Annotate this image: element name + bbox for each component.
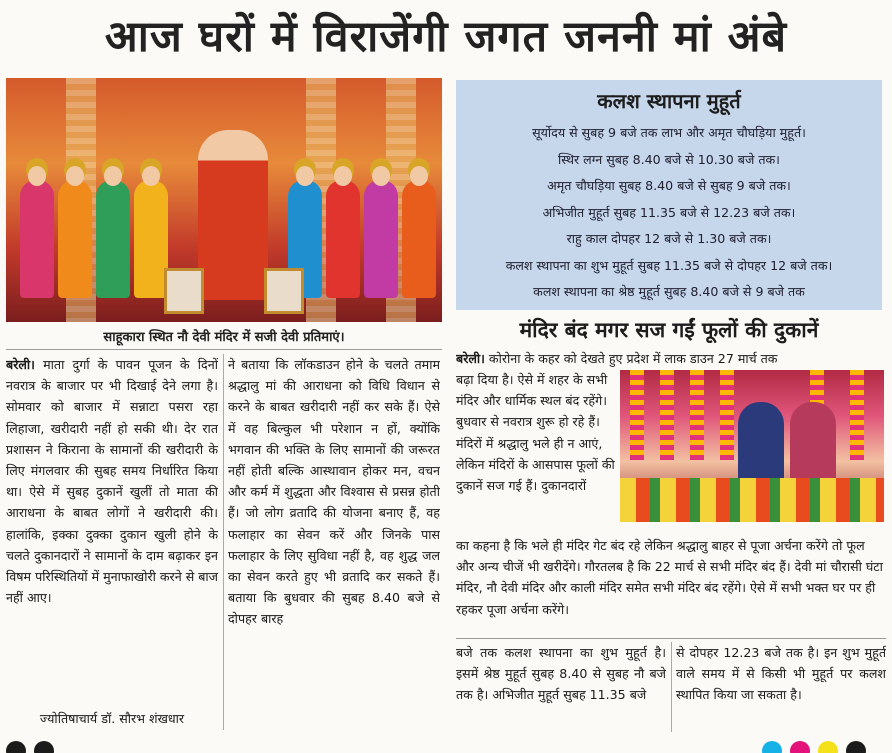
continuation-column-2: से दोपहर 12.23 बजे तक है। इन शुभ मुहूर्त वाले समय में से किसी भी मुहूर्त पर कलश स्थापित किया जा सकता है। [676,645,886,703]
flower-story-intro-text: कोरोना के कहर को देखते हुए प्रदेश में लाक डाउन 27 मार्च तक [484,351,778,366]
flower-story-wide-text: का कहना है कि भले ही मंदिर गेट बंद रहे लेकिन श्रद्धालु बाहर से पूजा अर्चना करेंगे तो फूल और अन्य चीजें भी खरीदेंगे। गौरतलब है कि 22 मार्च से सभी मंदिर बंद हैं। देवी मां चौरासी घंटा मंदिर, नौ देवी मंदिर और काली मंदिर समेत सभी मंदिर बंद रहेंगे। ऐसे में सभी भक्त घर पर ही रहकर पूजा अर्चना करेंगे। [456,538,883,617]
muhurat-title: कलश स्थापना मुहूर्त [597,89,741,113]
muhurat-line: राहु काल दोपहर 12 बजे से 1.30 बजे तक। [566,231,772,246]
continuation-column-1: बजे तक कलश स्थापना का शुभ मुहूर्त है। इसमें श्रेष्ठ मुहूर्त सुबह 8.40 से सुबह नौ बजे तक है। अभिजीत मुहूर्त सुबह 11.35 बजे [456,645,666,703]
column-divider [223,354,224,730]
photo-caption: साहूकारा स्थित नौ देवी मंदिर में सजी देवी प्रतिमाएं। [6,326,442,350]
registration-mark [846,741,866,753]
column-divider [671,642,672,732]
registration-mark [762,741,782,753]
muhurat-list [456,120,882,306]
section-divider [456,638,886,639]
muhurat-line: कलश स्थापना का शुभ मुहूर्त सुबह 11.35 बजे से दोपहर 12 बजे तक। [505,257,833,273]
muhurat-line: स्थिर लग्न सुबह 8.40 बजे से 10.30 बजे तक। [558,151,780,167]
muhurat-line: अभिजीत मुहूर्त सुबह 11.35 बजे से 12.23 बजे तक। [542,204,796,220]
flower-story-intro [456,348,886,370]
flower-story-dateline: बरेली। [456,351,485,366]
main-story-column-2: ने बताया कि लॉकडाउन होने के चलते तमाम श्रद्धालु मां की आराधना को विधि विधान से करने के बाबत खरीदारी नहीं कर सके हैं। ऐसे में वह बिल्कुल भी परेशान न हों, क्योंकि भगवान की भक्ति के लिए सामानों की जरूरत नहीं होती बल्कि आस्थावान होकर मन, वचन और कर्म में शुद्धता और विश्वास से प्रसन्न होती हैं। जो लोग व्रतादि की योजना बनाए हैं, वह फलाहार का सेवन करें और जिनके पास फलाहार के लिए सुविधा नहीं है, वह शुद्ध जल का सेवन करते हुए भी व्रतादि कर सकते हैं। बताया कि बुधवार की सुबह 8.40 बजे से दोपहर बारह [228,357,440,627]
main-story-column-1 [6,354,218,710]
muhurat-line: कलश स्थापना का श्रेष्ठ मुहूर्त सुबह 8.40 बजे से 9 बजे तक [533,284,805,299]
registration-mark [6,741,26,753]
main-story-dateline: बरेली। [6,357,35,372]
muhurat-line: अमृत चौघड़िया सुबह 8.40 बजे से सुबह 9 बजे तक। [547,178,791,193]
registration-mark [818,741,838,753]
flower-shop-photo [620,370,884,522]
temple-idols-photo [6,78,442,322]
kalash-muhurat-box [456,80,882,310]
muhurat-line: सूर्योदय से सुबह 9 बजे तक लाभ और अमृत चौघड़िया मुहूर्त। [532,125,806,140]
main-headline: आज घरों में विराजेंगी जगत जननी मां अंबे [104,12,788,62]
flower-shops-headline: मंदिर बंद मगर सज गईं फूलों की दुकानें [519,318,819,342]
main-story-text-1: माता दुर्गा के पावन पूजन के दिनों नवरात्र के बाजार पर भी दिखाई देने लगा है। सोमवार को बाजार में सन्नाटा पसरा रहा लिहाजा, खरीदारी नहीं हो सकी थी। देर रात प्रशासन ने किराना के सामानों की खरीदारी के लिए मंगलवार की सुबह समय निर्धारित किया था। ऐसे में सुबह दुकानें खुलीं तो माता की आराधना के बाबत लोगों ने खरीदारी की। हालांकि, इक्का दुक्का दुकान खुली होने के चलते दुकानदारों ने सामानों के दाम बढ़ाकर इन विषम परिस्थितियों में मुनाफाखोरी करने से बाज नहीं आए। [6,357,218,606]
registration-mark [34,741,54,753]
flower-story-left-text: बढ़ा दिया है। ऐसे में शहर के सभी मंदिर और धार्मिक स्थल बंद रहेंगे। बुधवार से नवरात्र शुरू हो रहे हैं। मंदिरों में श्रद्धालु भले ही न आएं, लेकिन मंदिरों के आसपास फूलों की दुकानें सज गई हैं। दुकानदारों [456,372,615,494]
astrologer-byline: ज्योतिषाचार्य डॉ. सौरभ शंखधार [39,711,185,726]
registration-mark [790,741,810,753]
